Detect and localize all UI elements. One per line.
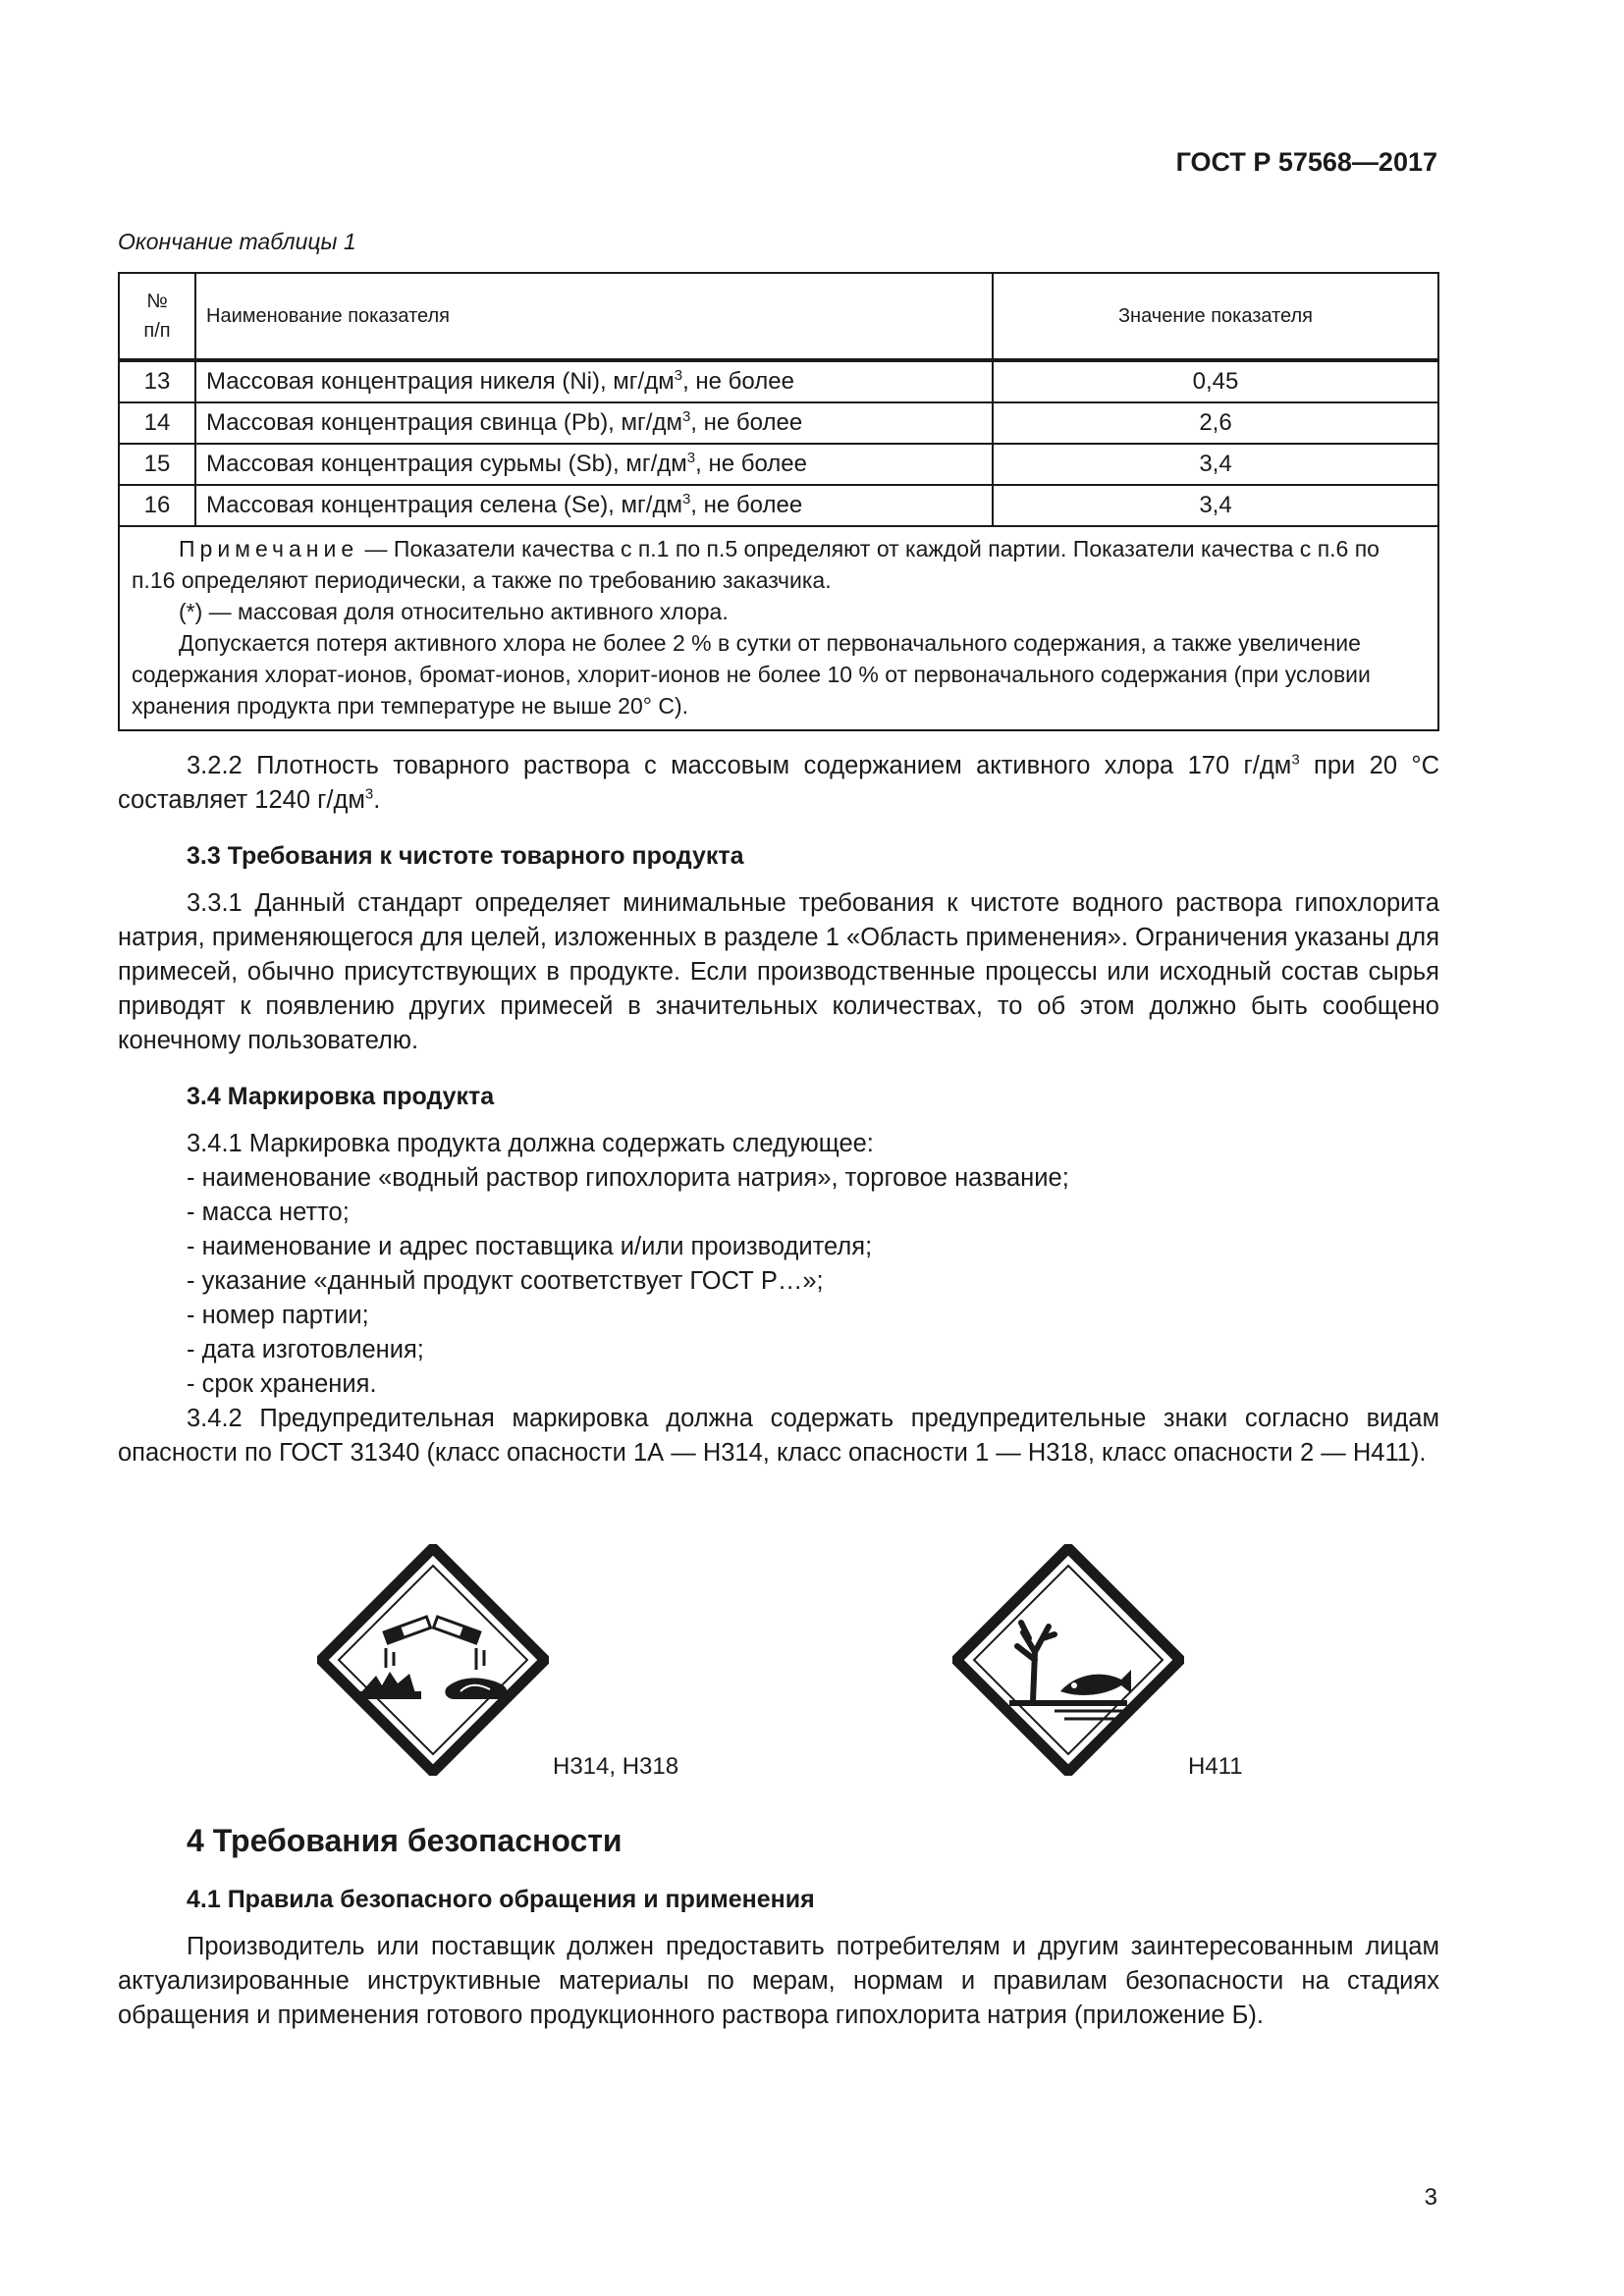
list-item: - дата изготовления; (187, 1336, 424, 1363)
table-note (119, 526, 1438, 730)
row-value: 3,4 (993, 485, 1438, 526)
row-value: 0,45 (993, 360, 1438, 402)
table-note-row (119, 526, 1438, 730)
pictogram-label-environment: Н411 (1188, 1753, 1243, 1780)
document-code: ГОСТ Р 57568—2017 (1175, 147, 1437, 177)
page-number: 3 (1424, 2184, 1437, 2211)
row-value: 2,6 (993, 402, 1438, 444)
note-line-1: Примечание — Показатели качества с п.1 по п.5 определяют от каждой партии. Показатели качества с п.6 по п.16 определяют периодически, а также по требованию заказчика. (132, 536, 1380, 593)
list-item: - номер партии; (187, 1302, 369, 1329)
paragraph-3-4-1: 3.4.1 Маркировка продукта должна содержать следующее: (187, 1130, 874, 1157)
row-value: 3,4 (993, 444, 1438, 485)
note-label: Примечание (179, 536, 359, 561)
corrosion-pictogram-icon (317, 1544, 549, 1776)
heading-3-4: 3.4 Маркировка продукта (187, 1083, 495, 1110)
paragraph-3-2-2: 3.2.2 Плотность товарного раствора с массовым содержанием активного хлора 170 $г/дм^3$ при 20 °С составляет 1240 $г/дм^3$. (118, 751, 1439, 814)
column-header-name: Наименование показателя (195, 273, 993, 360)
num-header-line1: № (146, 291, 168, 312)
row-num: 13 (119, 360, 195, 402)
row-num: 16 (119, 485, 195, 526)
heading-3-3: 3.3 Требования к чистоте товарного продукта (187, 842, 744, 870)
list-item: - наименование и адрес поставщика и/или производителя; (187, 1233, 873, 1260)
num-header-line2: п/п (143, 320, 171, 342)
row-name: Массовая концентрация никеля (Ni), $мг/дм^3$, не более (195, 360, 993, 402)
note-line-2: (*) — массовая доля относительно активного хлора. (179, 599, 729, 624)
table-row (119, 360, 1438, 402)
note-line-3: Допускается потеря активного хлора не более 2 % в сутки от первоначального содержания, а также увеличение содержания хлорат-ионов, бромат-ионов, хлорит-ионов не более 10 % от первоначального содержания (при условии хранения продукта при температуре не выше 20° С). (132, 630, 1371, 719)
spec-table (118, 272, 1439, 731)
environment-pictogram-icon (952, 1544, 1184, 1776)
table-caption: Окончание таблицы 1 (118, 229, 356, 254)
list-item: - масса нетто; (187, 1199, 350, 1226)
paragraph-4-1: Производитель или поставщик должен предоставить потребителям и другим заинтересованным лицам актуализированные инструктивные материалы по мерам, нормам и правилам безопасности на стадиях обращения и применения готового продукционного раствора гипохлорита натрия (приложение Б). (118, 1933, 1439, 2029)
column-header-value: Значение показателя (993, 273, 1438, 360)
table-row (119, 444, 1438, 485)
row-num: 15 (119, 444, 195, 485)
table-row (119, 402, 1438, 444)
heading-4: 4 Требования безопасности (187, 1823, 623, 1858)
paragraph-3-3-1: 3.3.1 Данный стандарт определяет минимальные требования к чистоте водного раствора гипохлорита натрия, применяющегося для целей, изложенных в разделе 1 «Область применения». Ограничения указаны для примесей, обычно присутствующих в продукте. Если производственные процессы или исходный состав сырья приводят к появлению других примесей в значительных количествах, то об этом должно быть сообщено конечному пользователю. (118, 889, 1439, 1054)
row-num: 14 (119, 402, 195, 444)
list-item: - срок хранения. (187, 1370, 377, 1398)
row-name: Массовая концентрация свинца (Pb), $мг/дм^3$, не более (195, 402, 993, 444)
table-header-row (119, 273, 1438, 360)
row-name: Массовая концентрация сурьмы (Sb), $мг/дм^3$, не более (195, 444, 993, 485)
table-row (119, 485, 1438, 526)
heading-4-1: 4.1 Правила безопасного обращения и применения (187, 1886, 815, 1913)
list-item: - наименование «водный раствор гипохлорита натрия», торговое название; (187, 1164, 1069, 1192)
column-header-num (119, 273, 195, 360)
row-name: Массовая концентрация селена (Se), $мг/дм^3$, не более (195, 485, 993, 526)
pictogram-label-corrosion: Н314, Н318 (553, 1753, 679, 1780)
paragraph-3-4-2: 3.4.2 Предупредительная маркировка должна содержать предупредительные знаки согласно видам опасности по ГОСТ 31340 (класс опасности 1А — Н314, класс опасности 1 — Н318, класс опасности 2 — Н411). (118, 1405, 1439, 1467)
list-item: - указание «данный продукт соответствует ГОСТ Р…»; (187, 1267, 824, 1295)
